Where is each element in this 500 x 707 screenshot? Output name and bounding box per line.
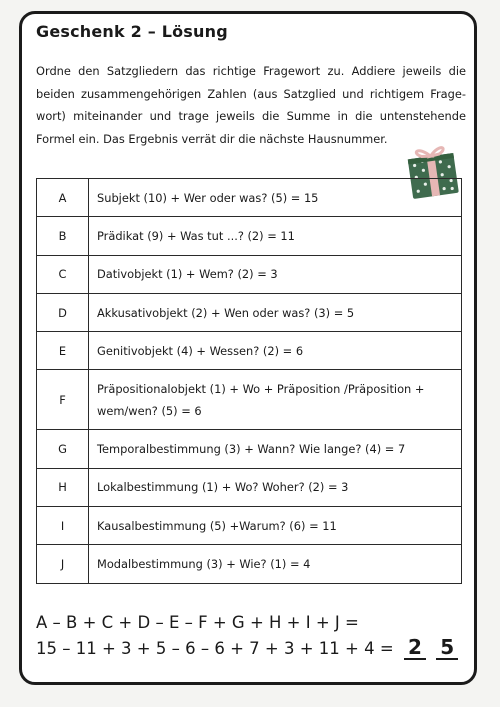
page-title: Geschenk 2 – Lösung <box>36 22 228 41</box>
row-letter: J <box>37 545 89 583</box>
row-letter: A <box>37 179 89 217</box>
row-letter: B <box>37 217 89 255</box>
row-text: Modalbestimmung (3) + Wie? (1) = 4 <box>89 545 462 583</box>
formula-letters: A – B + C + D – E – F + G + H + I + J = <box>36 613 359 632</box>
row-text: Akkusativobjekt (2) + Wen oder was? (3) = 5 <box>89 293 462 331</box>
formula-block <box>36 610 458 662</box>
solution-table <box>36 178 462 584</box>
worksheet-card <box>19 11 477 685</box>
table-row <box>37 430 462 468</box>
formula-numbers: 15 – 11 + 3 + 5 – 6 – 6 + 7 + 3 + 11 + 4 = <box>36 639 394 658</box>
row-text: Kausalbestimmung (5) +Warum? (6) = 11 <box>89 507 462 545</box>
table-row <box>37 217 462 255</box>
table-row <box>37 179 462 217</box>
table-row <box>37 293 462 331</box>
answer-digit-ones: 5 <box>436 636 458 660</box>
row-letter: H <box>37 468 89 506</box>
formula-numbers-row <box>36 636 458 662</box>
table-row <box>37 332 462 370</box>
row-letter: G <box>37 430 89 468</box>
row-letter: E <box>37 332 89 370</box>
row-text: Präpositionalobjekt (1) + Wo + Präposition /Präposition + wem/wen? (5) = 6 <box>89 370 462 430</box>
row-letter: I <box>37 507 89 545</box>
row-text: Prädikat (9) + Was tut ...? (2) = 11 <box>89 217 462 255</box>
table-row <box>37 370 462 430</box>
row-text: Subjekt (10) + Wer oder was? (5) = 15 <box>89 179 462 217</box>
instructions-text: Ordne den Satzgliedern das richtige Fragewort zu. Addiere jeweils die beiden zusammengehörigen Zahlen (aus Satzglied und richtigem Frage-wort) miteinander und trage jeweils die Summe in die untenstehende Formel ein. Das Ergebnis verrät dir die nächste Hausnummer. <box>36 64 466 146</box>
table-row <box>37 468 462 506</box>
table-row <box>37 507 462 545</box>
row-text: Dativobjekt (1) + Wem? (2) = 3 <box>89 255 462 293</box>
row-text: Genitivobjekt (4) + Wessen? (2) = 6 <box>89 332 462 370</box>
row-letter: C <box>37 255 89 293</box>
row-letter: D <box>37 293 89 331</box>
answer-digit-tens: 2 <box>404 636 426 660</box>
row-text: Temporalbestimmung (3) + Wann? Wie lange? (4) = 7 <box>89 430 462 468</box>
row-letter: F <box>37 370 89 430</box>
row-text: Lokalbestimmung (1) + Wo? Woher? (2) = 3 <box>89 468 462 506</box>
table-row <box>37 545 462 583</box>
table-row <box>37 255 462 293</box>
